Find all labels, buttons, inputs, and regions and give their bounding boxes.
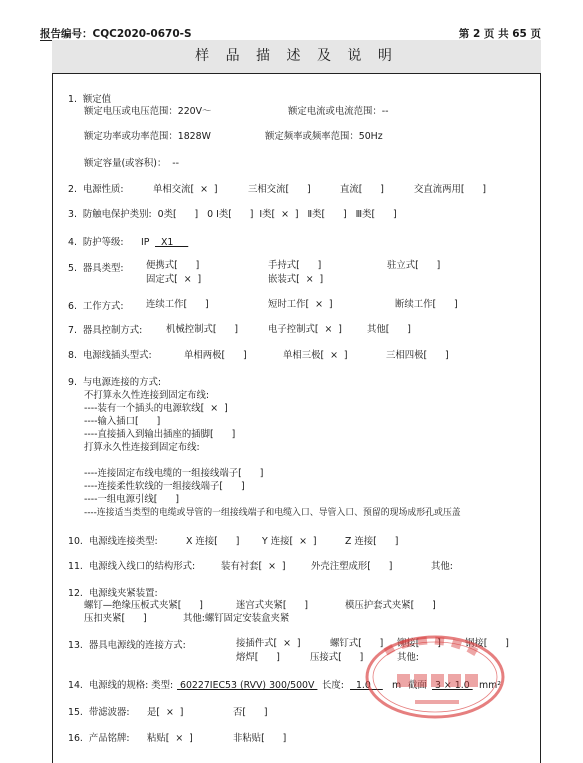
rated-power: 额定功率或功率范围：1828W <box>84 131 211 142</box>
filter-no: 否[ ] <box>233 707 268 718</box>
wire-screw: 螺钉式[ ] <box>330 638 384 649</box>
wire-other: 其他: <box>397 652 419 663</box>
cord-length: 1.0 <box>350 680 383 691</box>
conn-line-4: ----直接插入到输出插座的插脚[ ] <box>84 429 236 440</box>
clamp-press: 压扣夹紧[ ] <box>84 613 147 624</box>
power-dc: 直流[ ] <box>340 184 384 195</box>
rated-current: 额定电流或电流范围：-- <box>288 106 389 117</box>
item-7-heading: 7. 器具控制方式: <box>68 325 143 336</box>
cord-section-unit: mm² <box>479 680 502 691</box>
conn-line-1: 不打算永久性连接到固定布线: <box>84 390 210 401</box>
ctrl-mechanical: 机械控制式[ ] <box>166 324 239 335</box>
clamp-other: 其他:螺钉固定安装盒夹紧 <box>183 613 290 624</box>
cord-section: 3 × 1.0 <box>432 680 473 691</box>
ctrl-other: 其他[ ] <box>367 324 411 335</box>
cord-section-label: 截面 <box>408 680 427 691</box>
power-ac-three: 三相交流[ ] <box>248 184 311 195</box>
item-14-heading: 14. 电源线的规格: 类型: <box>68 680 174 691</box>
op-continuous: 连续工作[ ] <box>146 299 209 310</box>
conn-line-6: ----连接固定布线电缆的一组接线端子[ ] <box>84 468 264 479</box>
nameplate-sticker: 粘贴[ × ] <box>147 733 193 744</box>
page-indicator: 第 2 页 共 65 页 <box>458 28 541 40</box>
conn-line-2: ----装有一个插头的电源软线[ × ] <box>84 403 228 414</box>
wire-rivet: 铆接[ ] <box>397 638 441 649</box>
conn-x: X 连接[ ] <box>186 536 240 547</box>
item-5-heading: 5. 器具类型: <box>68 263 124 274</box>
item-2-heading: 2. 电源性质: <box>68 184 124 195</box>
conn-line-8: ----一组电源引线[ ] <box>84 494 179 505</box>
section-title: 样 品 描 述 及 说 明 <box>52 40 541 74</box>
company-seal-stamp <box>363 632 508 722</box>
rated-voltage: 额定电压或电压范围：220V～ <box>84 106 212 117</box>
rated-frequency: 额定频率或频率范围：50Hz <box>265 131 383 142</box>
inlet-other: 其他: <box>431 561 453 572</box>
item-4-heading: 4. 防护等级: <box>68 237 124 248</box>
clamp-molded: 模压护套式夹紧[ ] <box>345 600 436 611</box>
item-8-heading: 8. 电源线插头型式: <box>68 350 152 361</box>
item-16-heading: 16. 产品铭牌: <box>68 733 130 744</box>
wire-weld: 熔焊[ ] <box>236 652 280 663</box>
type-handheld: 手持式[ ] <box>268 260 322 271</box>
plug-3pole: 单相三极[ × ] <box>283 350 348 361</box>
conn-line-5: 打算永久性连接到固定布线: <box>84 442 200 453</box>
op-intermittent: 断续工作[ ] <box>395 299 458 310</box>
item-1-heading: 1. 额定值 <box>68 94 112 105</box>
type-built-in: 嵌装式[ × ] <box>268 274 324 285</box>
op-short-time: 短时工作[ × ] <box>268 299 333 310</box>
rated-capacity: 额定容量(或容积)： -- <box>84 158 180 169</box>
cord-type: 60227IEC53 (RVV) 300/500V <box>177 680 318 691</box>
nameplate-non-sticker: 非粘贴[ ] <box>233 733 287 744</box>
conn-z: Z 连接[ ] <box>345 536 399 547</box>
power-ac-single: 单相交流[ × ] <box>153 184 218 195</box>
type-stationary: 驻立式[ ] <box>387 260 441 271</box>
clamp-labyrinth: 迷宫式夹紧[ ] <box>236 600 309 611</box>
item-9-heading: 9. 与电源连接的方式: <box>68 377 162 388</box>
power-acdc: 交直流两用[ ] <box>414 184 487 195</box>
type-portable: 便携式[ ] <box>146 260 200 271</box>
wire-crimp: 压接式[ ] <box>310 652 364 663</box>
ip-value: X1 <box>155 237 189 248</box>
item-6-heading: 6. 工作方式: <box>68 301 124 312</box>
item-15-heading: 15. 带滤波器: <box>68 707 130 718</box>
item-13-heading: 13. 器具电源线的连接方式: <box>68 640 186 651</box>
wire-steel: 钢接[ ] <box>465 638 509 649</box>
type-fixed: 固定式[ × ] <box>146 274 202 285</box>
ip-label: IP <box>141 237 150 248</box>
wire-plug: 接插件式[ × ] <box>236 638 301 649</box>
cord-length-unit: m <box>392 680 402 691</box>
plug-2pole: 单相两极[ ] <box>184 350 247 361</box>
inlet-bushing: 装有衬套[ × ] <box>221 561 286 572</box>
cord-length-label: 长度: <box>322 680 344 691</box>
item-11-heading: 11. 电源线入线口的结构形式: <box>68 561 196 572</box>
clamp-screw: 螺钉—绝缘压板式夹紧[ ] <box>84 600 203 611</box>
conn-line-3: ----输入插口[ ] <box>84 416 161 427</box>
item-3-protection-class: 3. 防触电保护类别: 0类[ ] 0 Ⅰ类[ ] Ⅰ类[ × ] Ⅱ类[ ] Ⅲ类[ ] <box>68 209 397 220</box>
plug-4pole: 三相四极[ ] <box>386 350 449 361</box>
inlet-molded: 外壳注塑成形[ ] <box>311 561 393 572</box>
ctrl-electronic: 电子控制式[ × ] <box>268 324 342 335</box>
report-number: 报告编号：CQC2020-0670-S <box>40 28 192 40</box>
conn-line-9: ----连接适当类型的电缆或导管的一组接线端子和电缆入口、导管入口、预留的现场成形孔或压盖 <box>84 508 461 518</box>
filter-yes: 是[ × ] <box>147 707 184 718</box>
item-12-heading: 12. 电源线夹紧装置: <box>68 588 158 599</box>
conn-line-7: ----连接柔性软线的一组接线端子[ ] <box>84 481 245 492</box>
item-10-heading: 10. 电源线连接类型: <box>68 536 158 547</box>
conn-y: Y 连接[ × ] <box>262 536 317 547</box>
